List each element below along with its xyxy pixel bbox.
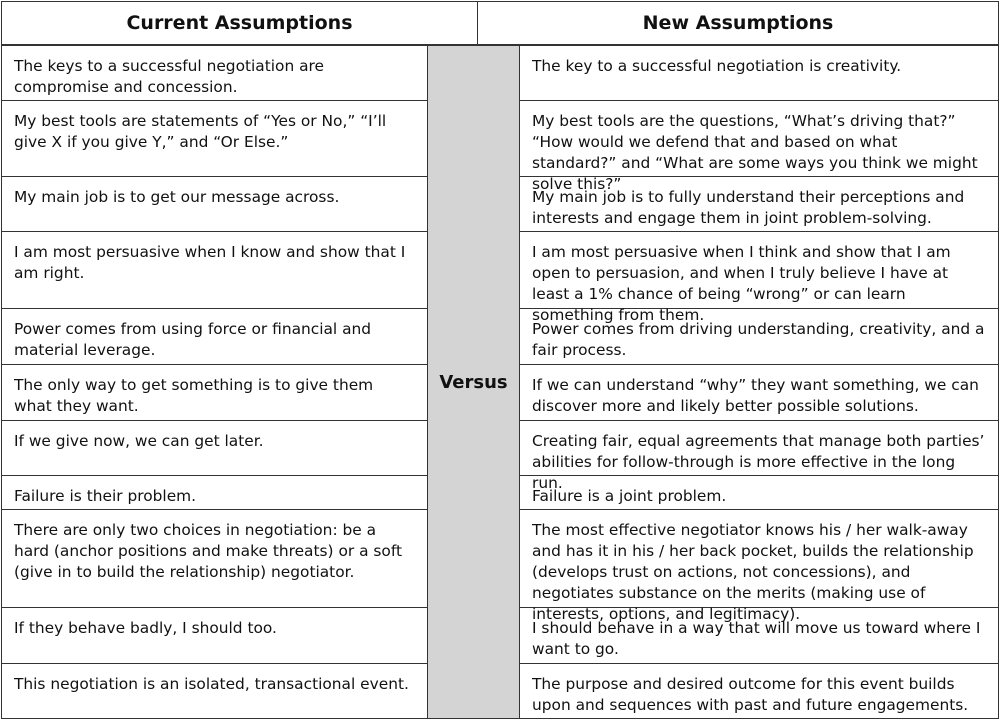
current-cell-11: This negotiation is an isolated, transactional event. [1, 664, 428, 719]
new-cell-11: The purpose and desired outcome for this event builds upon and sequences with past and future engagements. [519, 664, 999, 719]
current-cell-5: Power comes from using force or financial and material leverage. [1, 309, 428, 365]
new-cell-10: I should behave in a way that will move us toward where I want to go. [519, 608, 999, 664]
current-cell-8: Failure is their problem. [1, 476, 428, 510]
new-cell-4: I am most persuasive when I think and show that I am open to persuasion, and when I truly believe I have at least a 1% chance of being “wrong” or can learn something from them. [519, 232, 999, 309]
new-cell-2: My best tools are the questions, “What’s driving that?” “How would we defend that and based on what standard?” and “What are some ways you think we might solve this?” [519, 101, 999, 177]
new-assumptions-column [519, 45, 999, 719]
current-cell-2: My best tools are statements of “Yes or No,” “I’ll give X if you give Y,” and “Or Else.” [1, 101, 428, 177]
new-cell-9: The most effective negotiator knows his / her walk-away and has it in his / her back pocket, builds the relationship (develops trust on actions, not concessions), and negotiates substance on the merits (making use of interests, options, and legitimacy). [519, 510, 999, 608]
new-cell-1: The key to a successful negotiation is creativity. [519, 45, 999, 101]
header-new-assumptions: New Assumptions [477, 1, 999, 45]
current-cell-1: The keys to a successful negotiation are compromise and concession. [1, 45, 428, 101]
new-cell-7: Creating fair, equal agreements that manage both parties’ abilities for follow-through is more effective in the long run. [519, 421, 999, 476]
current-cell-6: The only way to get something is to give them what they want. [1, 365, 428, 421]
new-cell-8: Failure is a joint problem. [519, 476, 999, 510]
current-cell-4: I am most persuasive when I know and show that I am right. [1, 232, 428, 309]
header-current-assumptions: Current Assumptions [1, 1, 478, 45]
current-cell-7: If we give now, we can get later. [1, 421, 428, 476]
current-cell-10: If they behave badly, I should too. [1, 608, 428, 664]
versus-label: Versus [439, 371, 508, 393]
new-cell-6: If we can understand “why” they want something, we can discover more and likely better possible solutions. [519, 365, 999, 421]
current-cell-3: My main job is to get our message across. [1, 177, 428, 232]
current-cell-9: There are only two choices in negotiation: be a hard (anchor positions and make threats) or a soft (give in to build the relationship) negotiator. [1, 510, 428, 608]
new-cell-3: My main job is to fully understand their perceptions and interests and engage them in joint problem-solving. [519, 177, 999, 232]
versus-divider [428, 45, 519, 719]
current-assumptions-column [1, 45, 428, 719]
new-cell-5: Power comes from driving understanding, creativity, and a fair process. [519, 309, 999, 365]
